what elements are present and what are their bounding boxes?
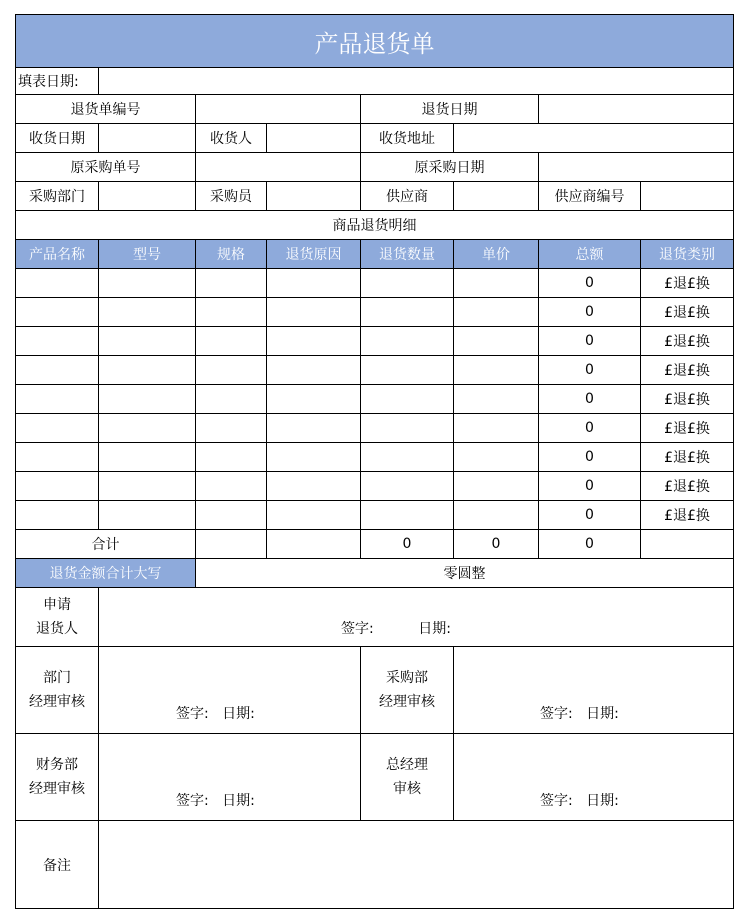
supplier-label: 供应商 [361, 182, 454, 211]
product-name-cell[interactable] [16, 414, 99, 443]
table-row [16, 356, 734, 385]
table-row [16, 414, 734, 443]
quantity-cell[interactable] [361, 356, 454, 385]
unit-price-cell[interactable] [454, 356, 539, 385]
quantity-cell[interactable] [361, 472, 454, 501]
quantity-cell[interactable] [361, 385, 454, 414]
purchase-manager-line2: 经理审核 [379, 694, 435, 710]
date-label: 日期: [586, 706, 619, 722]
applicant-label-line2: 退货人 [36, 621, 78, 637]
spec-cell[interactable] [196, 501, 267, 530]
spec-cell[interactable] [196, 414, 267, 443]
model-cell[interactable] [99, 501, 196, 530]
dept-manager-line2: 经理审核 [29, 694, 85, 710]
sign-label: 签字: [540, 706, 573, 722]
buyer-label: 采购员 [196, 182, 267, 211]
spec-cell[interactable] [196, 385, 267, 414]
col-header-quantity: 退货数量 [361, 240, 454, 269]
spec-cell[interactable] [196, 298, 267, 327]
sign-label: 签字: [176, 706, 209, 722]
orig-po-no-field[interactable] [196, 153, 361, 182]
total-cell: 0 [539, 501, 641, 530]
model-cell[interactable] [99, 269, 196, 298]
product-name-cell[interactable] [16, 269, 99, 298]
applicant-label-line1: 申请 [43, 597, 71, 613]
model-cell[interactable] [99, 385, 196, 414]
unit-price-cell[interactable] [454, 472, 539, 501]
finance-manager-line2: 经理审核 [29, 781, 85, 797]
orig-po-date-field[interactable] [539, 153, 734, 182]
purchase-manager-label [361, 647, 454, 734]
date-label: 日期: [222, 793, 255, 809]
product-name-cell[interactable] [16, 327, 99, 356]
return-type-cell[interactable]: £退£换 [641, 298, 734, 327]
quantity-cell[interactable] [361, 327, 454, 356]
model-cell[interactable] [99, 414, 196, 443]
unit-price-cell[interactable] [454, 443, 539, 472]
sum-type-cell [641, 530, 734, 559]
total-cell: 0 [539, 269, 641, 298]
return-type-cell[interactable]: £退£换 [641, 269, 734, 298]
total-cell: 0 [539, 385, 641, 414]
reason-cell[interactable] [267, 443, 361, 472]
spec-cell[interactable] [196, 443, 267, 472]
table-row [16, 298, 734, 327]
unit-price-cell[interactable] [454, 414, 539, 443]
return-type-cell[interactable]: £退£换 [641, 356, 734, 385]
receive-date-label: 收货日期 [16, 124, 99, 153]
fill-date-label: 填表日期: [16, 68, 99, 95]
quantity-cell[interactable] [361, 443, 454, 472]
return-type-cell[interactable]: £退£换 [641, 501, 734, 530]
spec-cell[interactable] [196, 269, 267, 298]
reason-cell[interactable] [267, 472, 361, 501]
sum-quantity: 0 [361, 530, 454, 559]
detail-title: 商品退货明细 [16, 211, 734, 240]
model-cell[interactable] [99, 472, 196, 501]
col-header-reason: 退货原因 [267, 240, 361, 269]
table-row [16, 501, 734, 530]
return-form [15, 14, 734, 909]
purchase-dept-field[interactable] [99, 182, 196, 211]
remarks-label: 备注 [16, 821, 99, 909]
purchase-dept-label: 采购部门 [16, 182, 99, 211]
receive-date-field[interactable] [99, 124, 196, 153]
total-cell: 0 [539, 414, 641, 443]
unit-price-cell[interactable] [454, 501, 539, 530]
col-header-unit-price: 单价 [454, 240, 539, 269]
total-cell: 0 [539, 443, 641, 472]
buyer-field[interactable] [267, 182, 361, 211]
form-title: 产品退货单 [16, 15, 734, 68]
model-cell[interactable] [99, 327, 196, 356]
return-no-label: 退货单编号 [16, 95, 196, 124]
receive-address-field[interactable] [454, 124, 734, 153]
unit-price-cell[interactable] [454, 327, 539, 356]
sign-label: 签字: [176, 793, 209, 809]
remarks-field[interactable] [99, 821, 734, 909]
table-row [16, 269, 734, 298]
spec-cell[interactable] [196, 327, 267, 356]
sum-unit-price: 0 [454, 530, 539, 559]
fill-date-field[interactable] [99, 68, 734, 95]
col-header-spec: 规格 [196, 240, 267, 269]
quantity-cell[interactable] [361, 501, 454, 530]
model-cell[interactable] [99, 298, 196, 327]
col-header-model: 型号 [99, 240, 196, 269]
date-label: 日期: [418, 621, 451, 637]
return-no-field[interactable] [196, 95, 361, 124]
orig-po-date-label: 原采购日期 [361, 153, 539, 182]
return-type-cell[interactable]: £退£换 [641, 414, 734, 443]
dept-manager-label [16, 647, 99, 734]
product-name-cell[interactable] [16, 356, 99, 385]
purchase-manager-sign-area[interactable] [454, 647, 734, 734]
total-cell: 0 [539, 472, 641, 501]
col-header-product-name: 产品名称 [16, 240, 99, 269]
model-cell[interactable] [99, 356, 196, 385]
table-row [16, 385, 734, 414]
reason-cell[interactable] [267, 269, 361, 298]
spec-cell[interactable] [196, 472, 267, 501]
supplier-field[interactable] [454, 182, 539, 211]
orig-po-no-label: 原采购单号 [16, 153, 196, 182]
reason-cell[interactable] [267, 327, 361, 356]
table-row [16, 327, 734, 356]
reason-cell[interactable] [267, 385, 361, 414]
unit-price-cell[interactable] [454, 385, 539, 414]
model-cell[interactable] [99, 443, 196, 472]
reason-cell[interactable] [267, 501, 361, 530]
dept-manager-line1: 部门 [43, 670, 71, 686]
quantity-cell[interactable] [361, 414, 454, 443]
amount-words-label: 退货金额合计大写 [16, 559, 196, 588]
unit-price-cell[interactable] [454, 298, 539, 327]
finance-manager-line1: 财务部 [36, 757, 78, 773]
general-manager-line1: 总经理 [386, 757, 428, 773]
supplier-no-label: 供应商编号 [539, 182, 641, 211]
reason-cell[interactable] [267, 414, 361, 443]
spec-cell[interactable] [196, 356, 267, 385]
receiver-label: 收货人 [196, 124, 267, 153]
general-manager-line2: 审核 [393, 781, 421, 797]
sum-row [16, 530, 734, 559]
date-label: 日期: [586, 793, 619, 809]
general-manager-sign-area[interactable] [454, 734, 734, 821]
reason-cell[interactable] [267, 298, 361, 327]
sign-label: 签字: [341, 621, 374, 637]
purchase-manager-line1: 采购部 [386, 670, 428, 686]
reason-cell[interactable] [267, 356, 361, 385]
col-header-return-type: 退货类别 [641, 240, 734, 269]
sum-label: 合计 [16, 530, 196, 559]
return-date-label: 退货日期 [361, 95, 539, 124]
total-cell: 0 [539, 327, 641, 356]
total-cell: 0 [539, 356, 641, 385]
quantity-cell[interactable] [361, 269, 454, 298]
applicant-label [16, 588, 99, 647]
return-type-cell[interactable]: £退£换 [641, 327, 734, 356]
general-manager-label [361, 734, 454, 821]
return-type-cell[interactable]: £退£换 [641, 472, 734, 501]
product-name-cell[interactable] [16, 472, 99, 501]
finance-manager-sign-area[interactable] [99, 734, 361, 821]
date-label: 日期: [222, 706, 255, 722]
sum-spec-cell [196, 530, 267, 559]
quantity-cell[interactable] [361, 298, 454, 327]
total-cell: 0 [539, 298, 641, 327]
sum-reason-cell [267, 530, 361, 559]
sum-total: 0 [539, 530, 641, 559]
product-name-cell[interactable] [16, 385, 99, 414]
receive-address-label: 收货地址 [361, 124, 454, 153]
return-date-field[interactable] [539, 95, 734, 124]
product-name-cell[interactable] [16, 298, 99, 327]
amount-words-value: 零圆整 [196, 559, 734, 588]
table-row [16, 472, 734, 501]
col-header-total: 总额 [539, 240, 641, 269]
table-row [16, 443, 734, 472]
applicant-sign-area[interactable] [99, 588, 734, 647]
product-name-cell[interactable] [16, 443, 99, 472]
dept-manager-sign-area[interactable] [99, 647, 361, 734]
return-type-cell[interactable]: £退£换 [641, 385, 734, 414]
return-type-cell[interactable]: £退£换 [641, 443, 734, 472]
finance-manager-label [16, 734, 99, 821]
supplier-no-field[interactable] [641, 182, 734, 211]
column-header-row [16, 240, 734, 269]
sign-label: 签字: [540, 793, 573, 809]
product-name-cell[interactable] [16, 501, 99, 530]
receiver-field[interactable] [267, 124, 361, 153]
unit-price-cell[interactable] [454, 269, 539, 298]
